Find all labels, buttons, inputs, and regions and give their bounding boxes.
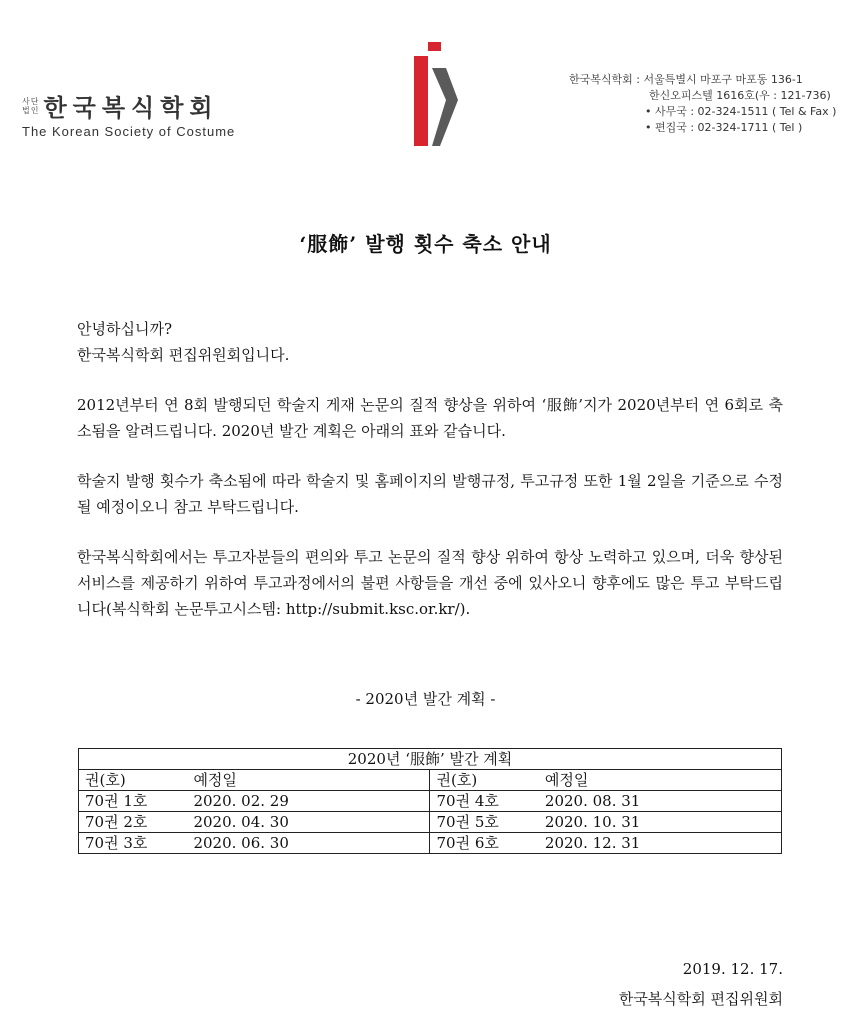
issue-cell: 70권 2호 [79, 812, 188, 833]
issue-cell: 70권 3호 [79, 833, 188, 854]
address-line: 한국복식학회 : 서울특별시 마포구 마포동 136-1 [569, 73, 803, 86]
contact-info [569, 72, 836, 136]
issue-date: 2019. 12. 17. [682, 960, 783, 978]
issue-cell: 70권 6호 [430, 833, 539, 854]
column-header: 예정일 [539, 770, 782, 791]
paragraph-service: 한국복식학회에서는 투고자분들의 편의와 투고 논문의 질적 향상 위하여 항상 노력하고 있으며, 더욱 향상된 서비스를 제공하기 위하여 투고과정에서의 불편 사항들을 개선 중에 있사오니 향후에도 많은 투고 부탁드립니다(복식학회 논문투고시스템: http://submit.ksc.or.kr/). [77, 548, 783, 618]
address-line-2: 한신오피스텔 1616호(우 : 121-736) [649, 89, 831, 102]
logo-bar [414, 56, 428, 146]
date-cell: 2020. 10. 31 [539, 812, 782, 833]
office-phone: • 사무국 : 02-324-1511 ( Tel & Fax ) [645, 105, 837, 118]
sender-intro: 한국복식학회 편집위원회입니다. [77, 346, 290, 364]
org-name-korean: 한국복식학회 [43, 94, 219, 122]
legal-form-bottom: 법인 [22, 105, 40, 115]
table-row [79, 812, 782, 833]
org-name-english: The Korean Society of Costume [22, 124, 236, 139]
column-header: 권(호) [79, 770, 188, 791]
greeting: 안녕하십니까? [77, 320, 172, 338]
logo-lower-stroke [432, 100, 458, 146]
ks-logo-icon [410, 42, 462, 148]
column-header: 권(호) [430, 770, 539, 791]
table-caption: 2020년 ‘服飾’ 발간 계획 [79, 749, 782, 770]
issue-cell: 70권 5호 [430, 812, 539, 833]
plan-caption: - 2020년 발간 계획 - [355, 690, 496, 708]
date-cell: 2020. 02. 29 [187, 791, 430, 812]
legal-form-top: 사단 [22, 96, 40, 106]
date-cell: 2020. 12. 31 [539, 833, 782, 854]
logo-dot [428, 42, 441, 51]
letterhead [0, 0, 851, 160]
table-row [79, 791, 782, 812]
issue-cell: 70권 1호 [79, 791, 188, 812]
org-logo [22, 88, 235, 139]
legal-form-label [22, 97, 39, 115]
signature: 한국복식학회 편집위원회 [618, 990, 783, 1008]
logo-upper-stroke [432, 68, 458, 100]
date-cell: 2020. 04. 30 [187, 812, 430, 833]
letter-body [77, 316, 783, 622]
date-cell: 2020. 06. 30 [187, 833, 430, 854]
issue-cell: 70권 4호 [430, 791, 539, 812]
paragraph-reduction: 2012년부터 연 8회 발행되던 학술지 게재 논문의 질적 향상을 위하여 ‘服飾’지가 2020년부터 연 6회로 축소됨을 알려드립니다. 2020년 발간 계획은 아래의 표와 같습니다. [77, 396, 783, 440]
publication-schedule-table [78, 748, 782, 854]
date-cell: 2020. 08. 31 [539, 791, 782, 812]
table-row [79, 833, 782, 854]
document-title: ‘服飾’ 발행 횟수 축소 안내 [299, 232, 552, 256]
editorial-phone: • 편집국 : 02-324-1711 ( Tel ) [645, 121, 803, 134]
paragraph-regulation: 학술지 발행 횟수가 축소됨에 따라 학술지 및 홈페이지의 발행규정, 투고규정 또한 1월 2일을 기준으로 수정될 예정이오니 참고 부탁드립니다. [77, 472, 783, 516]
column-header: 예정일 [187, 770, 430, 791]
